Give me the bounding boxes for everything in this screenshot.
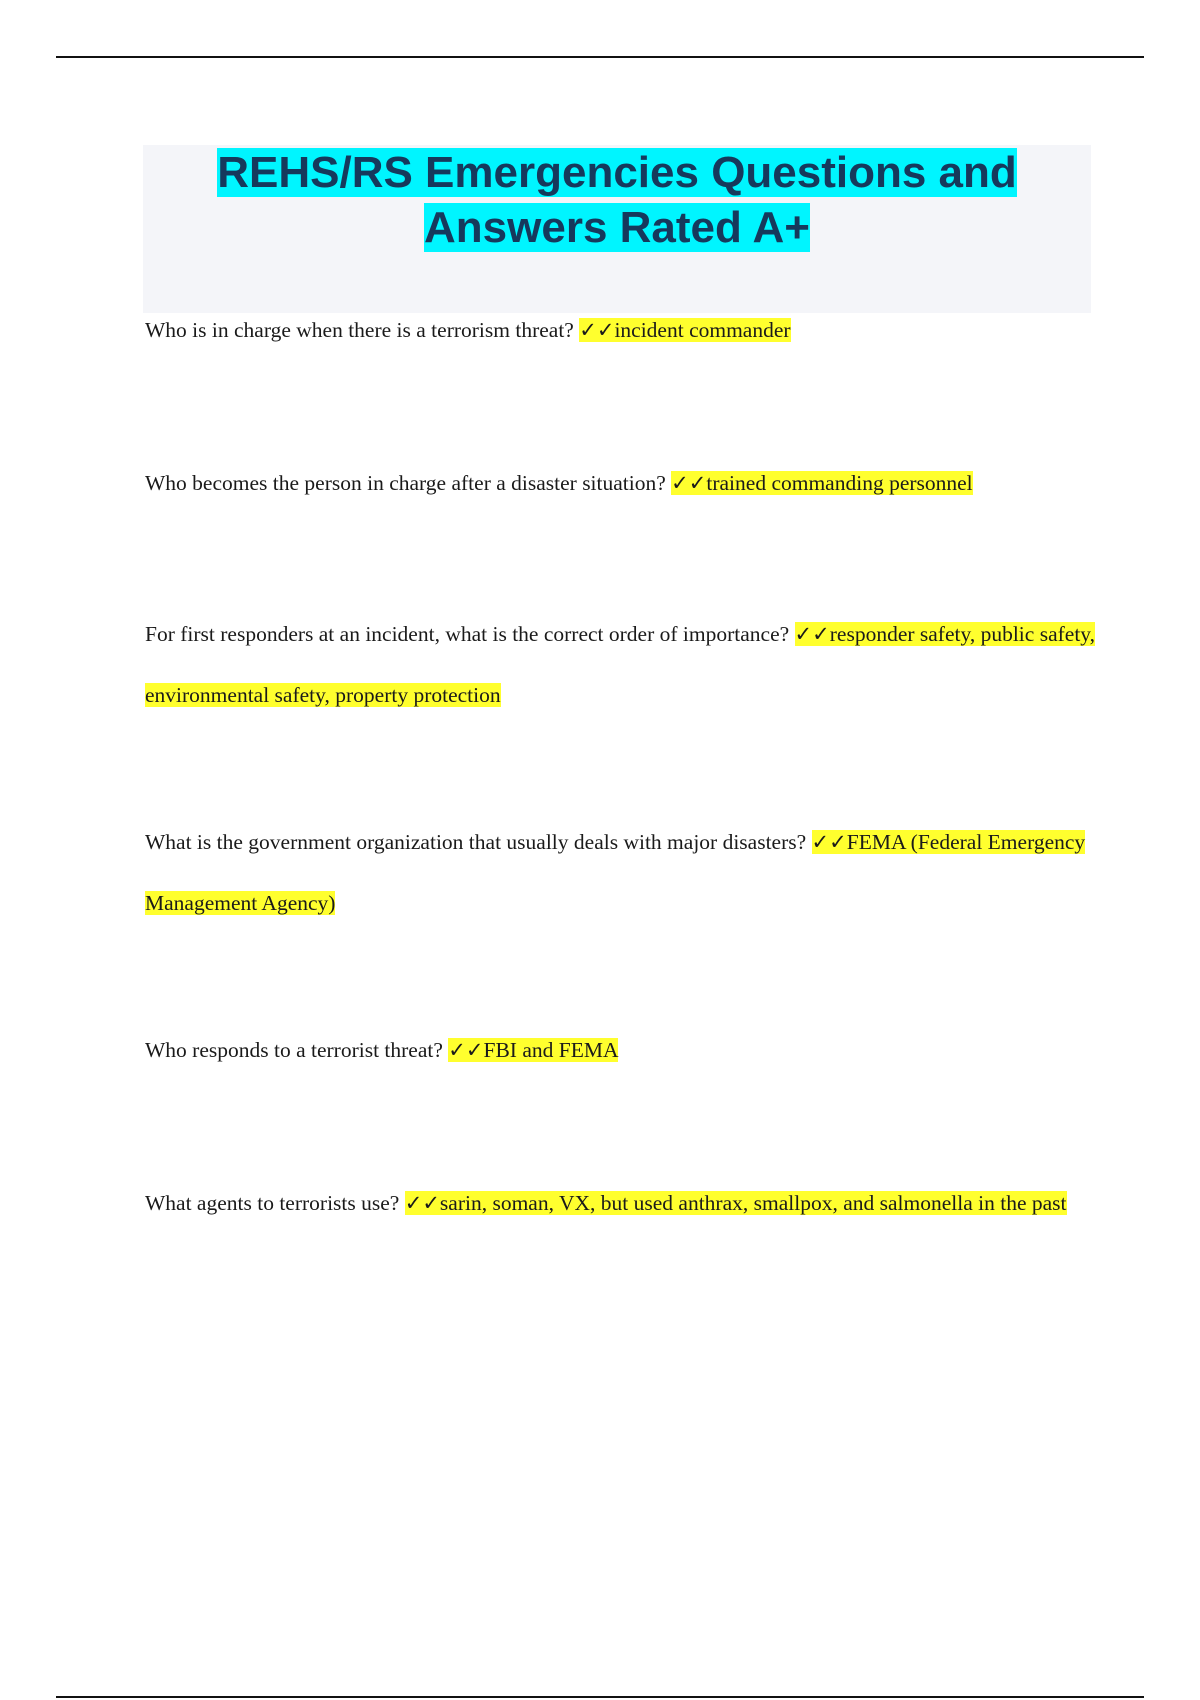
bottom-rule [56, 1696, 1144, 1698]
question-4: What is the government organization that usually deals with major disasters? [145, 830, 807, 854]
question-1: Who is in charge when there is a terrorism threat? [145, 318, 574, 342]
double-check-icon: ✓✓ [404, 1191, 440, 1215]
question-2: Who becomes the person in charge after a disaster situation? [145, 471, 666, 495]
double-check-icon: ✓✓ [794, 622, 830, 646]
question-6: What agents to terrorists use? [145, 1191, 400, 1215]
qa-item-2 [145, 453, 1095, 514]
title-band [143, 145, 1091, 313]
answer-1-text: incident commander [614, 318, 791, 342]
top-rule [56, 56, 1144, 58]
qa-item-6 [145, 1173, 1095, 1234]
answer-1 [579, 318, 790, 342]
double-check-icon: ✓✓ [671, 471, 707, 495]
answer-2 [671, 471, 973, 495]
qa-item-5 [145, 1020, 1095, 1081]
answer-2-text: trained commanding personnel [706, 471, 973, 495]
qa-item-3 [145, 604, 1095, 726]
answer-5-text: FBI and FEMA [483, 1038, 619, 1062]
document-title: REHS/RS Emergencies Questions and Answers Rated A+ [217, 148, 1017, 252]
question-5: Who responds to a terrorist threat? [145, 1038, 443, 1062]
answer-6 [405, 1191, 1067, 1215]
answer-5 [448, 1038, 618, 1062]
answer-4-text: FEMA (Federal Emergency Management Agency) [145, 830, 1086, 915]
double-check-icon: ✓✓ [579, 318, 615, 342]
answer-3-text: responder safety, public safety, environmental safety, property protection [145, 622, 1096, 707]
qa-item-4 [145, 812, 1095, 934]
question-3: For first responders at an incident, what is the correct order of importance? [145, 622, 790, 646]
answer-6-text: sarin, soman, VX, but used anthrax, smallpox, and salmonella in the past [439, 1191, 1067, 1215]
double-check-icon: ✓✓ [448, 1038, 484, 1062]
double-check-icon: ✓✓ [811, 830, 847, 854]
qa-item-1 [145, 300, 1095, 361]
